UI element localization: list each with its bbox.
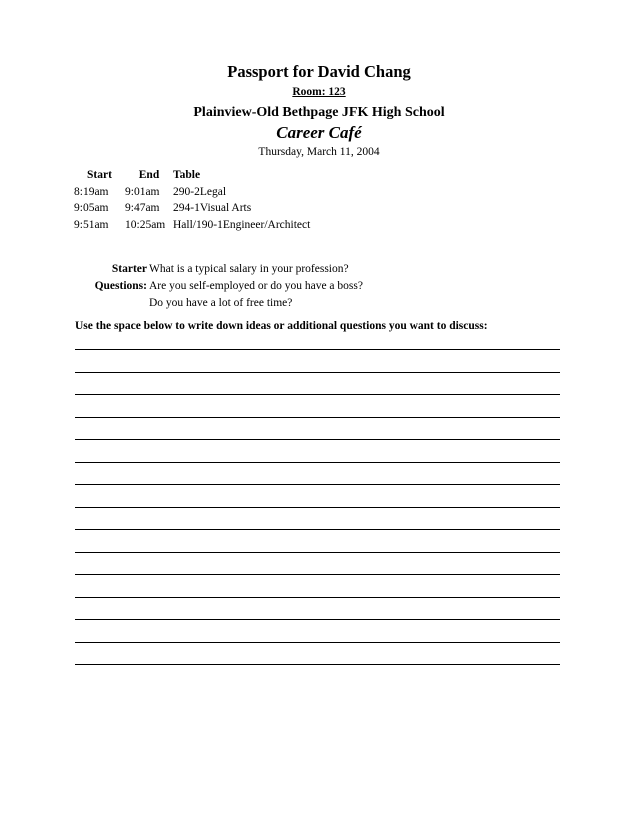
event-name: Career Café <box>276 123 362 142</box>
schedule-table-name: 290-2Legal <box>173 185 227 198</box>
question-text: Are you self-employed or do you have a boss? <box>149 280 363 292</box>
writing-line <box>75 597 560 598</box>
schedule-start: 9:05am <box>74 202 109 214</box>
school-name: Plainview-Old Bethpage JFK High School <box>193 105 445 120</box>
starter-questions <box>70 261 490 312</box>
label-spacer <box>70 295 149 312</box>
writing-line <box>75 529 560 530</box>
writing-line <box>75 417 560 418</box>
writing-line <box>75 372 560 373</box>
writing-line <box>75 394 560 395</box>
writing-line <box>75 349 560 350</box>
starter-label: Starter <box>111 263 147 275</box>
column-header-end: End <box>138 169 160 181</box>
page-title: Passport for David Chang <box>227 62 411 81</box>
writing-line <box>75 552 560 553</box>
question-row <box>70 295 490 312</box>
question-row <box>70 261 490 278</box>
question-text: Do you have a lot of free time? <box>149 297 293 309</box>
schedule-end: 10:25am <box>125 218 166 231</box>
writing-line <box>75 619 560 620</box>
schedule-row <box>74 200 333 217</box>
column-header-start: Start <box>87 169 112 181</box>
writing-line <box>75 439 560 440</box>
schedule-table <box>74 167 333 233</box>
writing-line <box>75 664 560 665</box>
schedule-header-row <box>74 167 333 184</box>
schedule-start: 9:51am <box>74 218 109 231</box>
schedule-table-name: Hall/190-1Engineer/Architect <box>173 218 311 231</box>
schedule-start: 8:19am <box>74 185 109 198</box>
writing-line <box>75 574 560 575</box>
column-header-table: Table <box>173 169 201 181</box>
question-text: What is a typical salary in your profession? <box>149 263 349 275</box>
event-date: Thursday, March 11, 2004 <box>258 146 380 158</box>
notes-instructions: Use the space below to write down ideas or additional questions you want to discuss: <box>75 320 488 332</box>
question-row <box>70 278 490 295</box>
writing-line <box>75 484 560 485</box>
schedule-table-name: 294-1Visual Arts <box>173 202 252 214</box>
questions-label: Questions: <box>94 280 147 292</box>
room-number: Room: 123 <box>292 86 346 98</box>
schedule-row <box>74 217 333 234</box>
schedule-row <box>74 184 333 201</box>
writing-line <box>75 507 560 508</box>
schedule-end: 9:01am <box>125 185 160 198</box>
schedule-end: 9:47am <box>125 202 160 214</box>
writing-line <box>75 642 560 643</box>
writing-line <box>75 462 560 463</box>
